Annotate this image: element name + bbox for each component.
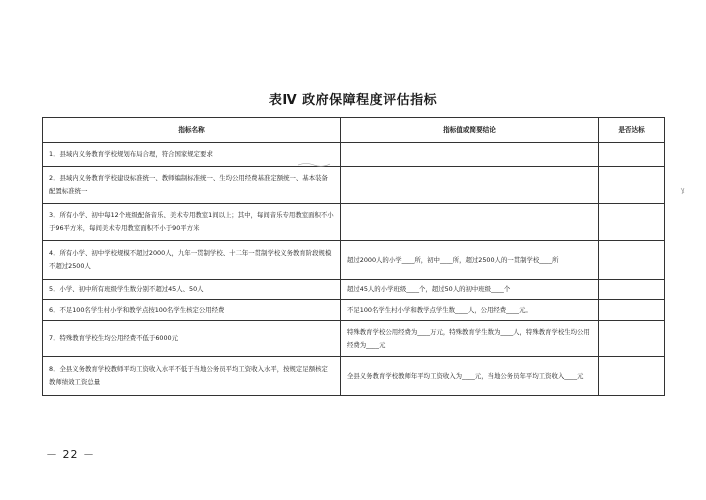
table-row xyxy=(43,241,665,280)
indicator-name-cell: 8．全县义务教育学校教师平均工资收入水平不低于当地公务员平均工资收入水平，按规定足额核定教师绩效工资总量 xyxy=(43,357,341,396)
indicator-value-cell[interactable]: 特殊教育学校公用经费为____万元，特殊教育学生数为____人，特殊教育学校生均公用经费为____元 xyxy=(341,321,599,357)
met-standard-cell[interactable] xyxy=(599,204,665,241)
evaluation-table xyxy=(42,117,665,396)
met-standard-cell[interactable] xyxy=(599,280,665,300)
table-row xyxy=(43,300,665,321)
table-row xyxy=(43,143,665,167)
indicator-name-cell: 1．县域内义务教育学校规划布局合理，符合国家规定要求 xyxy=(43,143,341,167)
header-met-standard: 是否达标 xyxy=(599,118,665,143)
pen-scribble-mark xyxy=(296,160,336,168)
indicator-value-cell[interactable] xyxy=(341,143,599,167)
indicator-name-cell: 7．特殊教育学校生均公用经费不低于6000元 xyxy=(43,321,341,357)
indicator-value-cell[interactable]: 超过2000人的小学____所，初中____所，超过2500人的一贯制学校____所 xyxy=(341,241,599,280)
page-number: － 22 － xyxy=(46,448,95,461)
table-row xyxy=(43,357,665,396)
met-standard-cell[interactable] xyxy=(599,357,665,396)
header-indicator-value: 指标值或简要结论 xyxy=(341,118,599,143)
table-row xyxy=(43,321,665,357)
indicator-name-cell: 3．所有小学、初中每12个班级配备音乐、美术专用教室1间以上；其中，每间音乐专用教室面积不小于96平方米，每间美术专用教室面积不小于90平方米 xyxy=(43,204,341,241)
indicator-value-cell[interactable] xyxy=(341,167,599,204)
indicator-value-cell[interactable]: 全县义务教育学校教师年平均工资收入为____元，当地公务员年平均工资收入____元 xyxy=(341,357,599,396)
table-header-row xyxy=(43,118,665,143)
met-standard-cell[interactable] xyxy=(599,241,665,280)
met-standard-cell[interactable] xyxy=(599,300,665,321)
table-row xyxy=(43,280,665,300)
indicator-name-cell: 6．不足100名学生村小学和教学点按100名学生核定公用经费 xyxy=(43,300,341,321)
met-standard-cell[interactable] xyxy=(599,167,665,204)
met-standard-cell[interactable] xyxy=(599,321,665,357)
indicator-name-cell: 4．所有小学、初中学校规模不超过2000人，九年一贯制学校、十二年一贯制学校义务教育阶段规模不超过2500人 xyxy=(43,241,341,280)
table-row xyxy=(43,167,665,204)
met-standard-cell[interactable] xyxy=(599,143,665,167)
indicator-name-cell: 2．县域内义务教育学校建设标准统一、教师编制标准统一、生均公用经费基准定额统一、基本装备配置标准统一 xyxy=(43,167,341,204)
indicator-value-cell[interactable]: 超过45人的小学班级____个，超过50人的初中班级____个 xyxy=(341,280,599,300)
page-title: 表Ⅳ 政府保障程度评估指标 xyxy=(268,93,438,108)
indicator-value-cell[interactable] xyxy=(341,204,599,241)
table-row xyxy=(43,204,665,241)
indicator-value-cell[interactable]: 不足100名学生村小学和教学点学生数____人，公用经费____元。 xyxy=(341,300,599,321)
header-indicator-name: 指标名称 xyxy=(43,118,341,143)
indicator-name-cell: 5．小学、初中所有班级学生数分别不超过45人、50人 xyxy=(43,280,341,300)
margin-mark xyxy=(679,186,687,196)
